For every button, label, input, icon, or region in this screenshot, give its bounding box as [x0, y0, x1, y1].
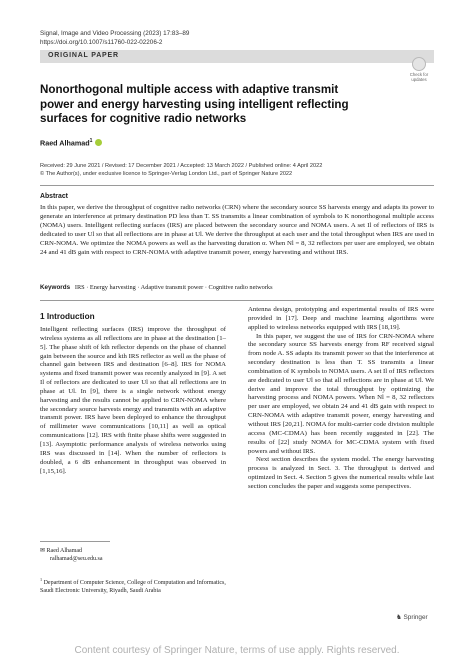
affiliation-text: Department of Computer Science, College of Computation and Informatics, Saudi Electronic University, Riyadh, Saudi Arabia [40, 580, 226, 594]
orcid-icon[interactable] [95, 139, 102, 146]
email-icon: ✉ [40, 548, 46, 554]
body-paragraph: Next section describes the system model. The energy harvesting process is analyzed in Sect. 3. The throughput is derived and optimized in Sect. 4. Section 5 gives the numerical results while last section concludes the paper and suggests some perspectives. [248, 456, 434, 490]
keywords-label: Keywords [40, 284, 71, 291]
author-name[interactable]: Raed Alhamad [40, 138, 90, 148]
journal-citation [40, 30, 189, 47]
badge-line-2: updates [411, 77, 427, 82]
publisher-logo [396, 613, 428, 621]
body-column-left [40, 326, 226, 476]
affiliation-footnote [40, 576, 226, 596]
springer-horse-icon: ♞ [396, 614, 402, 621]
article-type-label: ORIGINAL PAPER [48, 52, 119, 59]
divider [40, 185, 434, 186]
footnote-name: Raed Alhamad [46, 548, 83, 554]
author-affiliation-sup: 1 [89, 138, 93, 144]
body-column-right [248, 306, 434, 492]
footnote-email[interactable]: ralhamad@seu.edu.sa [50, 556, 103, 562]
copyright-line: © The Author(s), under exclusive licence to Springer-Verlag London Ltd., part of Springer Nature 2022 [40, 170, 293, 177]
doi-link[interactable]: https://doi.org/10.1007/s11760-022-02206-2 [40, 38, 163, 46]
article-title: Nonorthogonal multiple access with adaptive transmit power and energy harvesting using intelligent reflecting surfaces for cognitive radio networks [40, 83, 349, 126]
body-paragraph: In this paper, we suggest the use of IRS for CRN-NOMA where the secondary source SS harvests energy from RF received signal from node A. SS adapts its transmit power so that the interference at secondary destination is less than T. SS transmits a linear combination of K symbols to NOMA users. A set Il of IRS reflectors are dedicated to user Ul so that all reflections are in phase at Ul. We derive and improve the total throughput by optimizing the harvesting process and NOMA powers. When Nl = 8, 32 reflectors per user are employed, we obtain 24 and 41 dB gain with respect to CRN-NOMA with adaptive transmit power, energy harvesting and without IRS [20,21]. NOMA for multi-carrier code division multiple access (MC-CDMA) has been recently suggested in [22]. The results of [22] study NOMA for MC-CDMA system with fixed powers and without IRS. [248, 332, 434, 455]
publisher-name: Springer [403, 614, 428, 621]
affiliation-number: 1 [40, 577, 43, 582]
keywords-line [40, 283, 434, 292]
body-paragraph: Antenna design, prototyping and experimental results of IRS were provided in [17]. Deep and machine learning algorithms were applied to wireless networks equipped with IRS [18,19]. [248, 306, 434, 331]
courtesy-watermark: Content courtesy of Springer Nature, terms of use apply. Rights reserved. [74, 645, 400, 656]
keywords-list: IRS · Energy harvesting · Adaptive transmit power · Cognitive radio networks [74, 284, 273, 291]
article-dates: Received: 29 June 2021 / Revised: 17 December 2021 / Accepted: 13 March 2022 / Published online: 4 April 2022 [40, 163, 323, 169]
section-heading: 1 Introduction [40, 312, 95, 321]
badge-line-1: Check for [409, 72, 429, 77]
article-metadata [40, 163, 322, 178]
journal-line: Signal, Image and Video Processing (2023) 17:83–89 [40, 30, 190, 37]
footnote-divider [40, 541, 110, 542]
divider [40, 300, 434, 301]
body-paragraph: Intelligent reflecting surfaces (IRS) improve the throughput of wireless systems as all reflections are in phase at the destination [1–5]. The phase shift of kth reflector depends on the phase of channel gain between the source and kth IRS reflector as well as the phase of channel gain between IRS and destination [6–8]. IRS for NOMA systems and fixed transmit power was recently analyzed in [9]. A set Il of reflectors are dedicated to user Ul so that all reflections are in phase at Ul. In [9], there is a single network without energy harvesting and the results cannot be applied to CRN-NOMA where the secondary source harvests energy and transmits with an adaptive transmit power. IRS have been deployed to enhance the throughput of millimeter wave communications [10,11] as well as optical communications [12]. IRS with finite phase shifts were suggested in [13]. Asymptotic performance analysis of wireless networks using IRS was discussed in [14]. When the number of reflectors is doubled, a 6 dB enhancement in throughput was observed in [1,15,16]. [40, 326, 226, 475]
author-line [40, 138, 102, 147]
abstract-heading: Abstract [40, 193, 68, 200]
corresponding-author [40, 547, 103, 563]
abstract-text: In this paper, we derive the throughput of cognitive radio networks (CRN) where the secondary source SS harvests energy and adapts its power to generate an interference at primary destination PD less than T. SS transmits a linear combination of symbols to K nonorthogonal multiple access (NOMA) users. Intelligent reflecting surfaces (IRS) are placed between the secondary source and NOMA users. A set Il of reflectors of IRS is dedicated to user Ul so that all reflections are in phase at Ul. We derive the throughput at each user and the total throughput when IRS are used in CRN-NOMA. We optimize the NOMA powers as well as the harvesting duration α. When Nl = 8, 32 reflectors per user are employed, we obtain 24 and 41 dB gain with respect to CRN-NOMA with adaptive transmit power, energy harvesting and without IRS. [40, 204, 435, 257]
check-for-updates-icon [412, 57, 426, 71]
check-for-updates-badge[interactable] [404, 57, 434, 83]
